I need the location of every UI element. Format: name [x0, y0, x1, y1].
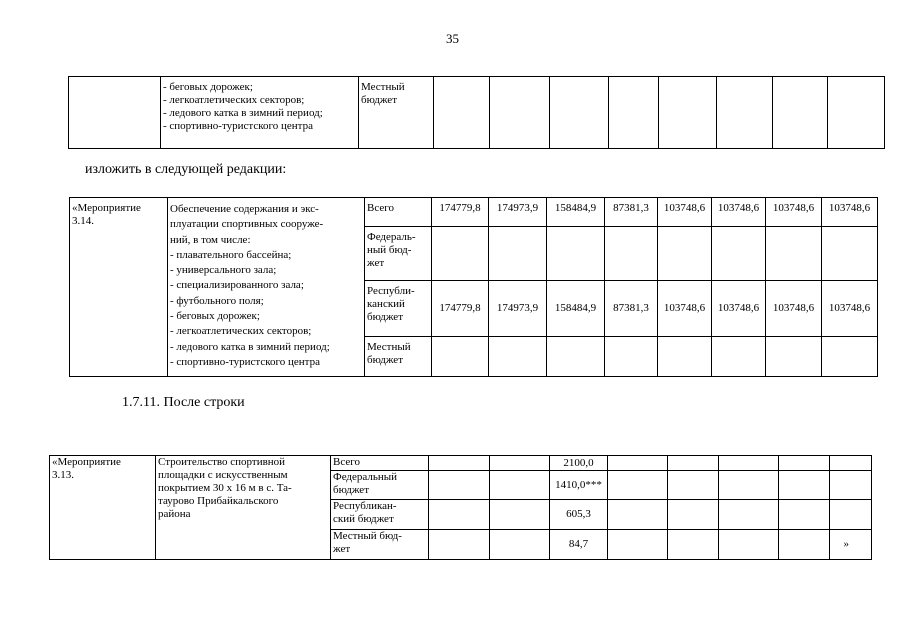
facility-list-cell [161, 77, 359, 149]
table-cell [550, 77, 609, 149]
funding-source-label: бюджет [367, 354, 403, 366]
table-cell [830, 456, 872, 471]
section-heading: 1.7.11. После строки [122, 395, 245, 410]
event-label: «Мероприятие [72, 202, 141, 214]
value-cell: 87381,3 [605, 281, 658, 337]
value-cell: 174779,8 [432, 281, 489, 337]
funding-source-label: жет [367, 257, 385, 269]
table-cell [609, 77, 659, 149]
table-cell [429, 471, 490, 500]
funding-source-cell [365, 198, 432, 227]
description-line: - спортивно-туристского центра [170, 355, 320, 368]
section-heading: изложить в следующей редакции: [85, 162, 287, 177]
table-cell [429, 530, 490, 560]
description-line: - футбольного поля; [170, 294, 264, 307]
funding-source-label: бюджет [361, 94, 397, 106]
table-cell [69, 77, 161, 149]
table-cell [719, 471, 779, 500]
funding-source-cell [331, 500, 429, 530]
description-line: - универсального зала; [170, 264, 277, 277]
table-cell [608, 456, 668, 471]
table-cell [490, 77, 550, 149]
funding-source-label: бюджет [333, 484, 369, 496]
description-line: района [158, 508, 191, 520]
facility-item: - ледового катка в зимний период; [163, 107, 323, 119]
closing-quote-cell: » [830, 530, 872, 560]
value-cell [547, 227, 605, 281]
funding-source-label: Всего [367, 202, 394, 214]
value-cell [489, 227, 547, 281]
value-cell [766, 337, 822, 377]
funding-source-label: Федеральный [333, 471, 398, 483]
table-cell [490, 456, 550, 471]
funding-source-cell [365, 281, 432, 337]
funding-source-label: Республикан- [333, 500, 397, 512]
value-cell [712, 227, 766, 281]
event-label: «Мероприятие [52, 456, 121, 468]
value-cell: 158484,9 [547, 281, 605, 337]
budget-table-fragment [68, 76, 885, 149]
description-line: - плавательного бассейна; [170, 248, 292, 261]
value-cell [822, 337, 878, 377]
table-cell [490, 500, 550, 530]
funding-source-cell [359, 77, 434, 149]
table-cell [608, 500, 668, 530]
event-description-cell [168, 198, 365, 377]
table-cell [429, 456, 490, 471]
table-cell [719, 456, 779, 471]
table-cell [490, 471, 550, 500]
funding-source-cell [365, 227, 432, 281]
description-line: плуатации спортивных сооруже- [170, 218, 324, 231]
value-cell [432, 337, 489, 377]
value-cell [712, 337, 766, 377]
description-line: покрытием 30 х 16 м в с. Та- [158, 482, 292, 494]
value-cell: 87381,3 [605, 198, 658, 227]
budget-table-3-14 [69, 197, 878, 377]
event-number: 3.13. [52, 469, 74, 481]
budget-table-3-13 [49, 455, 872, 560]
value-cell [432, 227, 489, 281]
table-cell [828, 77, 885, 149]
value-cell [605, 227, 658, 281]
table-cell [779, 456, 830, 471]
value-cell [489, 337, 547, 377]
funding-source-label: Местный [361, 81, 405, 93]
value-cell: 1410,0*** [550, 471, 608, 500]
table-cell [608, 530, 668, 560]
value-cell: 103748,6 [822, 198, 878, 227]
value-cell: 103748,6 [658, 281, 712, 337]
value-cell [766, 227, 822, 281]
value-cell: 103748,6 [712, 281, 766, 337]
funding-source-label: ский бюджет [333, 513, 394, 525]
value-cell [822, 227, 878, 281]
facility-item: - легкоатлетических секторов; [163, 94, 305, 106]
funding-source-cell [331, 471, 429, 500]
funding-source-cell [365, 337, 432, 377]
value-cell: 158484,9 [547, 198, 605, 227]
table-cell [668, 456, 719, 471]
table-cell [830, 500, 872, 530]
table-cell [779, 530, 830, 560]
funding-source-label: Местный [367, 341, 411, 353]
value-cell: 174973,9 [489, 198, 547, 227]
description-line: Обеспечение содержания и экс- [170, 203, 319, 215]
table-cell [719, 500, 779, 530]
value-cell: 103748,6 [822, 281, 878, 337]
funding-source-label: Республи- [367, 285, 415, 297]
description-line: - ледового катка в зимний период; [170, 340, 330, 353]
event-description-cell [156, 456, 331, 560]
funding-source-label: Федераль- [367, 231, 416, 243]
funding-source-label: ный бюд- [367, 244, 412, 256]
funding-source-label: Местный бюд- [333, 530, 402, 542]
table-cell [490, 530, 550, 560]
funding-source-label: бюджет [367, 311, 403, 323]
funding-source-label: жет [333, 543, 351, 555]
table-cell [830, 471, 872, 500]
table-cell [434, 77, 490, 149]
facility-item: - спортивно-туристского центра [163, 120, 313, 132]
funding-source-label: канский [367, 298, 405, 310]
description-line: - специализированного зала; [170, 279, 304, 292]
value-cell [658, 337, 712, 377]
value-cell [658, 227, 712, 281]
funding-source-cell [331, 456, 429, 471]
funding-source-cell [331, 530, 429, 560]
description-line: таурово Прибайкальского [158, 495, 279, 507]
funding-source-label: Всего [333, 456, 360, 468]
table-cell [668, 471, 719, 500]
value-cell [547, 337, 605, 377]
table-cell [429, 500, 490, 530]
table-cell [668, 530, 719, 560]
value-cell: 103748,6 [712, 198, 766, 227]
table-cell [779, 471, 830, 500]
table-cell [717, 77, 773, 149]
facility-item: - беговых дорожек; [163, 81, 253, 93]
description-line: - легкоатлетических секторов; [170, 325, 312, 338]
description-line: Строительство спортивной [158, 456, 286, 468]
description-line: - беговых дорожек; [170, 310, 260, 323]
table-cell [668, 500, 719, 530]
table-cell [608, 471, 668, 500]
table-cell [659, 77, 717, 149]
page-number: 35 [446, 31, 459, 46]
value-cell: 2100,0 [550, 456, 608, 471]
event-id-cell [50, 456, 156, 560]
value-cell: 605,3 [550, 500, 608, 530]
event-number: 3.14. [72, 215, 94, 227]
value-cell [605, 337, 658, 377]
description-line: площадки с искусственным [158, 469, 288, 481]
value-cell: 103748,6 [766, 198, 822, 227]
description-line: ний, в том числе: [170, 233, 251, 246]
table-cell [719, 530, 779, 560]
table-cell [779, 500, 830, 530]
value-cell: 103748,6 [658, 198, 712, 227]
value-cell: 174779,8 [432, 198, 489, 227]
value-cell: 84,7 [550, 530, 608, 560]
event-id-cell [70, 198, 168, 377]
value-cell: 103748,6 [766, 281, 822, 337]
value-cell: 174973,9 [489, 281, 547, 337]
table-cell [773, 77, 828, 149]
